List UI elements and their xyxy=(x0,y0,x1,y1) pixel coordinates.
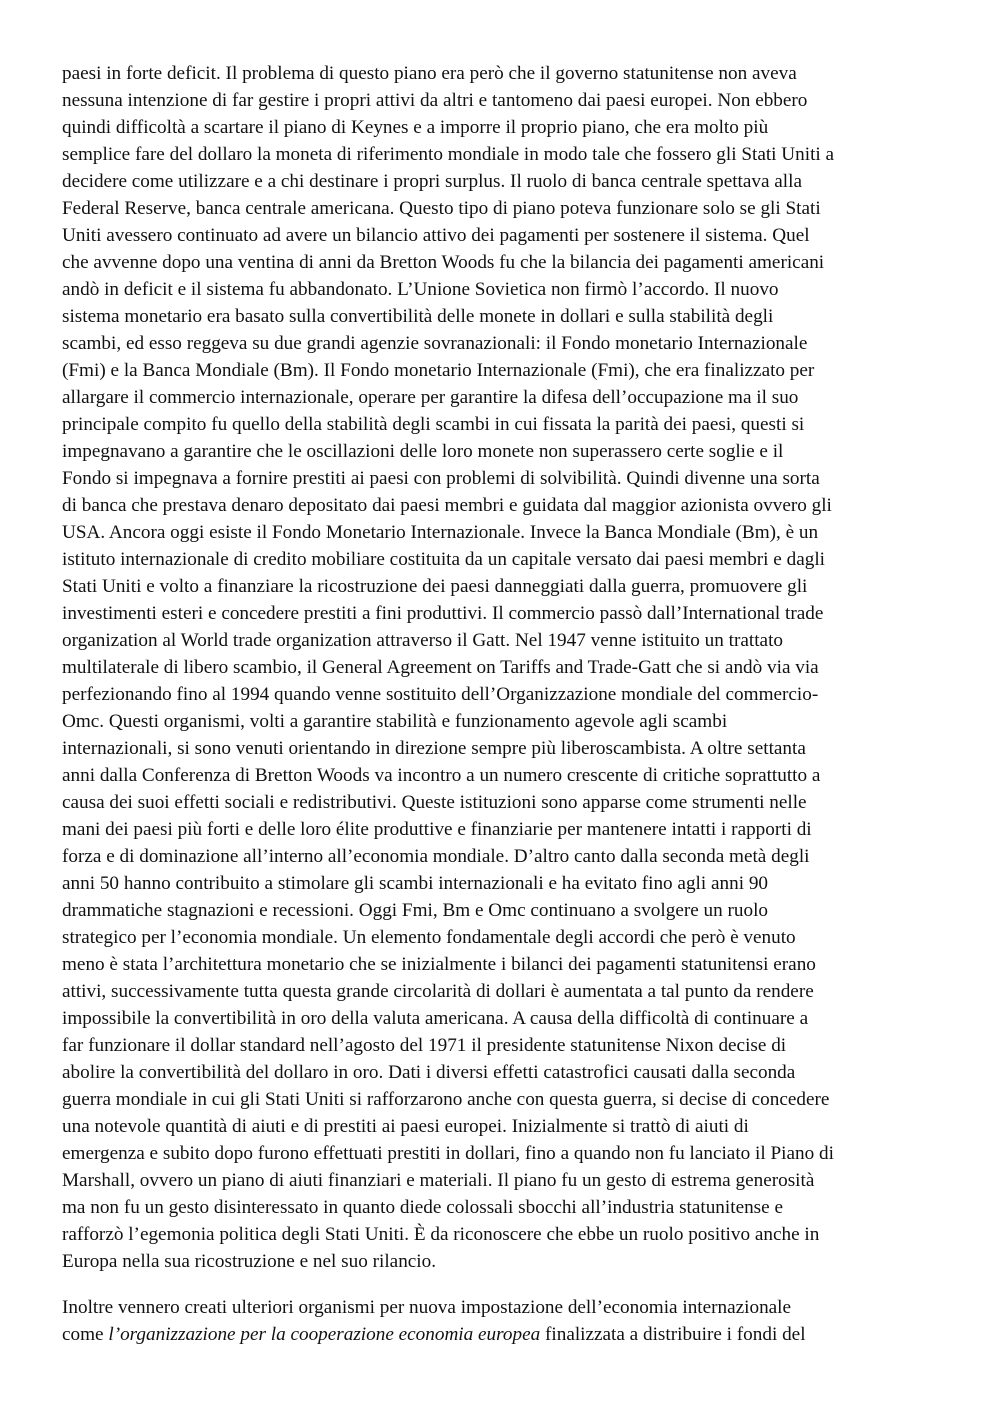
text-line: andò in deficit e il sistema fu abbandonato. L’Unione Sovietica non firmò l’accordo. Il nuovo xyxy=(62,279,779,300)
text-line: impegnavano a garantire che le oscillazioni delle loro monete non superassero certe soglie e il xyxy=(62,441,784,462)
text-line: strategico per l’economia mondiale. Un elemento fondamentale degli accordi che però è venuto xyxy=(62,927,796,948)
body-paragraph xyxy=(62,60,940,1275)
paragraph-spacer xyxy=(62,1275,940,1294)
text-line: rafforzò l’egemonia politica degli Stati Uniti. È da riconoscere che ebbe un ruolo positivo anche in xyxy=(62,1224,820,1245)
text-line: forza e di dominazione all’interno all’economia mondiale. D’altro canto dalla seconda metà degli xyxy=(62,846,810,867)
text-line: perfezionando fino al 1994 quando venne sostituito dell’Organizzazione mondiale del commercio- xyxy=(62,684,819,705)
text-line: Marshall, ovvero un piano di aiuti finanziari e materiali. Il piano fu un gesto di estrema generosità xyxy=(62,1170,815,1191)
text-line: di banca che prestava denaro depositato dai paesi membri e guidata dal maggior azionista ovvero gli xyxy=(62,495,832,516)
text-line: attivi, successivamente tutta questa grande circolarità di dollari è aumentata a tal punto da rendere xyxy=(62,981,814,1002)
text-line: causa dei suoi effetti sociali e redistributivi. Queste istituzioni sono apparse come strumenti nelle xyxy=(62,792,807,813)
text-line: Europa nella sua ricostruzione e nel suo rilancio. xyxy=(62,1251,437,1272)
text-line: drammatiche stagnazioni e recessioni. Oggi Fmi, Bm e Omc continuano a svolgere un ruolo xyxy=(62,900,769,921)
text-line: nessuna intenzione di far gestire i propri attivi da altri e tantomeno dai paesi europei. Non ebbero xyxy=(62,90,808,111)
text-line: (Fmi) e la Banca Mondiale (Bm). Il Fondo monetario Internazionale (Fmi), che era finalizzato per xyxy=(62,360,815,381)
text-line: una notevole quantità di aiuti e di prestiti ai paesi europei. Inizialmente si trattò di aiuti di xyxy=(62,1116,749,1137)
text-line: ma non fu un gesto disinteressato in quanto diede colossali sbocchi all’industria statunitense e xyxy=(62,1197,783,1218)
text-line: Inoltre vennero creati ulteriori organismi per nuova impostazione dell’economia internazionale xyxy=(62,1297,792,1318)
text-line: meno è stata l’architettura monetario che se inizialmente i bilanci dei pagamenti statunitensi erano xyxy=(62,954,816,975)
text-line: anni dalla Conferenza di Bretton Woods va incontro a un numero crescente di critiche soprattutto a xyxy=(62,765,821,786)
text-line: Uniti avessero continuato ad avere un bilancio attivo dei pagamenti per sostenere il sistema. Quel xyxy=(62,225,810,246)
text-line: istituto internazionale di credito mobiliare costituita da un capitale versato dai paesi membri e dagli xyxy=(62,549,825,570)
text-run: finalizzata a distribuire i fondi del xyxy=(540,1324,806,1345)
text-line: allargare il commercio internazionale, operare per garantire la difesa dell’occupazione ma il suo xyxy=(62,387,799,408)
text-line: decidere come utilizzare e a chi destinare i propri surplus. Il ruolo di banca centrale spettava alla xyxy=(62,171,802,192)
text-line: USA. Ancora oggi esiste il Fondo Monetario Internazionale. Invece la Banca Mondiale (Bm), è un xyxy=(62,522,819,543)
text-line: mani dei paesi più forti e delle loro élite produttive e finanziarie per mantenere intatti i rapporti di xyxy=(62,819,812,840)
text-line: paesi in forte deficit. Il problema di questo piano era però che il governo statunitense non aveva xyxy=(62,63,797,84)
text-line: semplice fare del dollaro la moneta di riferimento mondiale in modo tale che fossero gli Stati Uniti a xyxy=(62,144,835,165)
italic-term: l’organizzazione per la cooperazione economia europea xyxy=(108,1324,541,1345)
text-line: investimenti esteri e concedere prestiti a fini produttivi. Il commercio passò dall’International trade xyxy=(62,603,824,624)
text-line: emergenza e subito dopo furono effettuati prestiti in dollari, fino a quando non fu lanciato il Piano di xyxy=(62,1143,834,1164)
text-line: principale compito fu quello della stabilità degli scambi in cui fissata la parità dei paesi, questi si xyxy=(62,414,805,435)
text-line: Stati Uniti e volto a finanziare la ricostruzione dei paesi danneggiati dalla guerra, promuovere gli xyxy=(62,576,808,597)
text-line: Federal Reserve, banca centrale americana. Questo tipo di piano poteva funzionare solo se gli Stati xyxy=(62,198,821,219)
text-line: impossibile la convertibilità in oro della valuta americana. A causa della difficoltà di continuare a xyxy=(62,1008,809,1029)
text-line: organization al World trade organization attraverso il Gatt. Nel 1947 venne istituito un trattato xyxy=(62,630,783,651)
text-run: come xyxy=(62,1324,109,1345)
text-line: anni 50 hanno contribuito a stimolare gli scambi internazionali e ha evitato fino agli anni 90 xyxy=(62,873,769,894)
body-paragraph xyxy=(62,1294,940,1348)
text-line: scambi, ed esso reggeva su due grandi agenzie sovranazionali: il Fondo monetario Internazionale xyxy=(62,333,808,354)
text-line: guerra mondiale in cui gli Stati Uniti si rafforzarono anche con questa guerra, si decise di concedere xyxy=(62,1089,830,1110)
text-line: internazionali, si sono venuti orientando in direzione sempre più liberoscambista. A oltre settanta xyxy=(62,738,806,759)
text-line: multilaterale di libero scambio, il General Agreement on Tariffs and Trade-Gatt che si andò via via xyxy=(62,657,819,678)
text-line: quindi difficoltà a scartare il piano di Keynes e a imporre il proprio piano, che era molto più xyxy=(62,117,769,138)
text-line xyxy=(62,1321,940,1348)
text-line: che avvenne dopo una ventina di anni da Bretton Woods fu che la bilancia dei pagamenti americani xyxy=(62,252,825,273)
text-line: abolire la convertibilità del dollaro in oro. Dati i diversi effetti catastrofici causati dalla seconda xyxy=(62,1062,796,1083)
text-line: sistema monetario era basato sulla convertibilità delle monete in dollari e sulla stabilità degli xyxy=(62,306,774,327)
text-line: Omc. Questi organismi, volti a garantire stabilità e funzionamento agevole agli scambi xyxy=(62,711,728,732)
text-line: Fondo si impegnava a fornire prestiti ai paesi con problemi di solvibilità. Quindi divenne una sorta xyxy=(62,468,820,489)
text-line: far funzionare il dollar standard nell’agosto del 1971 il presidente statunitense Nixon decise di xyxy=(62,1035,787,1056)
